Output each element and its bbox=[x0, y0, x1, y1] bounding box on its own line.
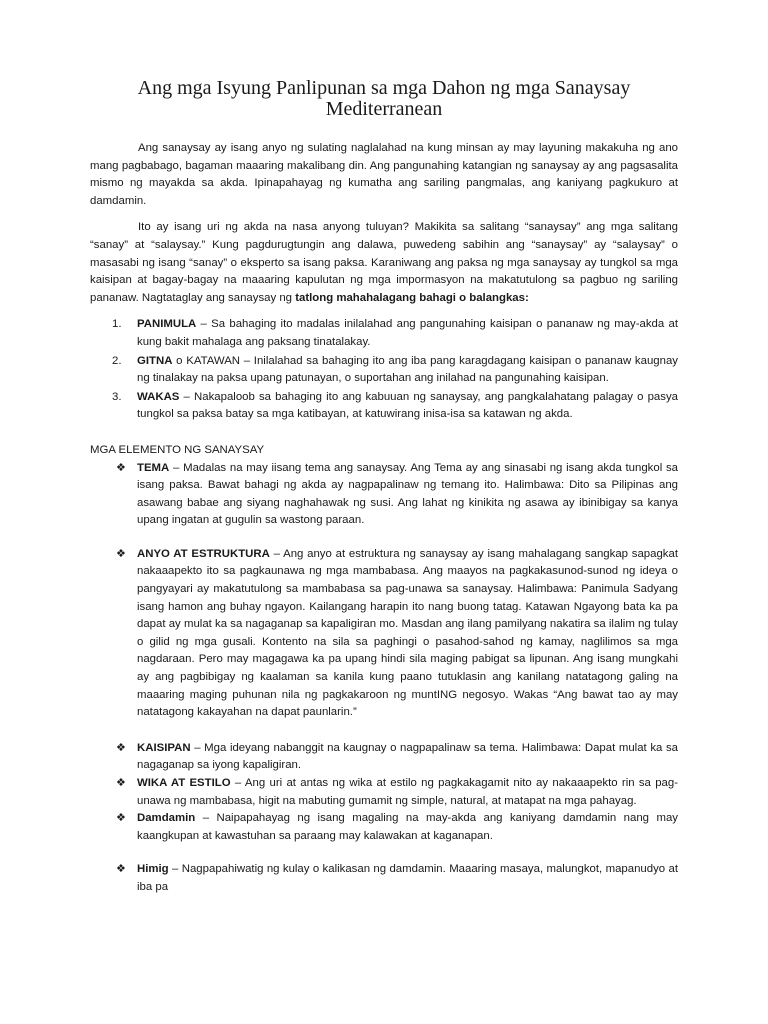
diamond-bullet-icon: ❖ bbox=[116, 461, 126, 474]
title-line-2: Mediterranean bbox=[325, 98, 443, 120]
element-text: – Ang anyo at estruktura ng sanaysay ay isang mahalagang sangkap sapagkat nakaaapekto ito sa pagkaunawa ng mga mambabasa. Ang maayos na pagkakasunod-sunod ng ideya o pangyayari ay makatutulong sa mambabasa sa pag-unawa sa sanaysay. Halimbawa: Panimula Sadyang isang hamon ang buhay ngayon. Kailangang harapin ito nang buong tatag. Katawan Ngayong bata ka pa dapat ay mulat ka sa nagaganap sa kapaligiran mo. Masdan ang ilang pamilyang nakatira sa ilalim ng tulay o gilid ng mga gusali. Kontento na sila sa paghingi o pasahod-sahod ng kamay, naglilimos sa mga nagdaraan. Pero may magagawa ka pa upang hindi sila maging pabigat sa lipunan. Ang isang mungkahi ay ang pagbibigay ng kaalaman sa kanila kung paano tutuklasin ang kanilang natatagong galing na maaaring maging puhunan nila ng pagkakaroon ng muntING negosyo. Wakas “Ang bawat tao ay may natatagong kakayahan na dapat paunlarin.” bbox=[137, 547, 678, 719]
part-term: GITNA bbox=[137, 354, 173, 367]
list-number: 1. bbox=[112, 318, 122, 331]
document-page bbox=[90, 78, 678, 897]
list-item bbox=[90, 546, 678, 722]
paragraph-1: Ang sanaysay ay isang anyo ng sulating naglalahad na kung minsan ay may layuning makakuha ng ano mang pagbabago, bagaman maaaring makalibang din. Ang pangunahing katangian ng sanaysay ay ang pagsasalita mismo ng mayakda sa akda. Ipinapahayag ng kumatha ang sariling pangmalas, ang kaniyang pagkukuro at damdamin. bbox=[90, 142, 678, 207]
elements-heading: MGA ELEMENTO NG SANAYSAY bbox=[90, 443, 265, 456]
document-body bbox=[90, 140, 678, 897]
list-item bbox=[90, 353, 678, 388]
title-line-1: Ang mga Isyung Panlipunan sa mga Dahon ng mga Sanaysay bbox=[137, 77, 631, 99]
element-text: – Nagpapahiwatig ng kulay o kalikasan ng damdamin. Maaaring masaya, malungkot, mapanudyo at iba pa bbox=[137, 863, 678, 893]
element-term: TEMA bbox=[137, 461, 170, 474]
element-text: – Naipapahayag ng isang magaling na may-akda ang kaniyang damdamin nang may kaangkupan at kawastuhan sa paraang may kalawakan at kaganapan. bbox=[137, 812, 678, 842]
element-term: Himig bbox=[137, 863, 169, 876]
essay-parts-list bbox=[90, 316, 678, 424]
list-item bbox=[90, 389, 678, 424]
diamond-bullet-icon: ❖ bbox=[116, 547, 126, 560]
element-term: KAISIPAN bbox=[137, 741, 191, 754]
diamond-bullet-icon: ❖ bbox=[116, 741, 126, 754]
paragraph-2-bold: tatlong mahahalagang bahagi o balangkas: bbox=[295, 291, 529, 304]
list-item bbox=[90, 810, 678, 845]
diamond-bullet-icon: ❖ bbox=[116, 812, 126, 825]
list-item bbox=[90, 316, 678, 351]
list-item bbox=[90, 740, 678, 775]
element-term: ANYO AT ESTRUKTURA bbox=[137, 547, 270, 560]
elements-list bbox=[90, 460, 678, 897]
list-item bbox=[90, 861, 678, 896]
list-number: 2. bbox=[112, 354, 122, 367]
element-text: – Ang uri at antas ng wika at estilo ng pagkakagamit nito ay nakaaapekto rin sa pag-unawa ng mambabasa, higit na mabuting gumamit ng simple, natural, at matapat na mga pahayag. bbox=[137, 777, 678, 807]
element-term: WIKA AT ESTILO bbox=[137, 777, 231, 789]
list-number: 3. bbox=[112, 390, 122, 403]
part-text: o KATAWAN – Inilalahad sa bahaging ito ang iba pang karagdagang kaisipan o pananaw kaugnay ng tinalakay na paksa upang patunayan, o suportahan ang inilahad na pangunahing kaisipan. bbox=[137, 354, 678, 385]
element-term: Damdamin bbox=[137, 812, 196, 825]
document-title bbox=[90, 78, 678, 120]
part-term: PANIMULA bbox=[137, 318, 197, 331]
part-text: – Nakapaloob sa bahaging ito ang kabuuan ng sanaysay, ang pangkalahatang palagay o pasya tungkol sa paksa batay sa mga katibayan, at katuwirang inisa-isa sa katawan ng akda. bbox=[137, 390, 678, 421]
part-text: – Sa bahaging ito madalas inilalahad ang pangunahing kaisipan o pananaw ng may-akda at kung bakit mahalaga ang paksang tinatalakay. bbox=[137, 318, 678, 348]
diamond-bullet-icon: ❖ bbox=[116, 863, 126, 876]
list-item bbox=[90, 775, 678, 810]
list-item bbox=[90, 460, 678, 530]
diamond-bullet-icon: ❖ bbox=[116, 777, 126, 789]
element-text: – Madalas na may iisang tema ang sanaysay. Ang Tema ay ang sinasabi ng isang akda tungkol sa isang paksa. Bawat bahagi ng akda ay nagpapalinaw ng temang ito. Halimbawa: Dito sa Pilipinas ang asawang babae ang siyang naghahawak ng susi. Ang lahat ng kinikita ng asawa ay ibinibigay sa kanya upang ingatan at gugulin sa wastong paraan. bbox=[137, 461, 678, 527]
element-text: – Mga ideyang nabanggit na kaugnay o nagpapalinaw sa tema. Halimbawa: Dapat mulat ka sa nagaganap sa iyong kapaligiran. bbox=[137, 741, 678, 772]
paragraph-2-text: Ito ay isang uri ng akda na nasa anyong tuluyan? Makikita sa salitang “sanaysay” ang mga salitang “sanay” at “salaysay.” Kung pagdurugtungin ang dalawa, puwedeng sabihin ang “sanaysay” ay “salaysay” o masasabi ng isang “sanay” o eksperto sa isang paksa. Karaniwang ang paksa ng mga sanaysay ay tungkol sa mga kaisipan at bagay-bagay na maaaring kapulutan ng mga impormasyon na makatutulong sa pagbuo ng sariling pananaw. Nagtataglay ang sanaysay ng bbox=[90, 221, 678, 304]
paragraph-2 bbox=[90, 219, 678, 307]
part-term: WAKAS bbox=[137, 390, 180, 403]
